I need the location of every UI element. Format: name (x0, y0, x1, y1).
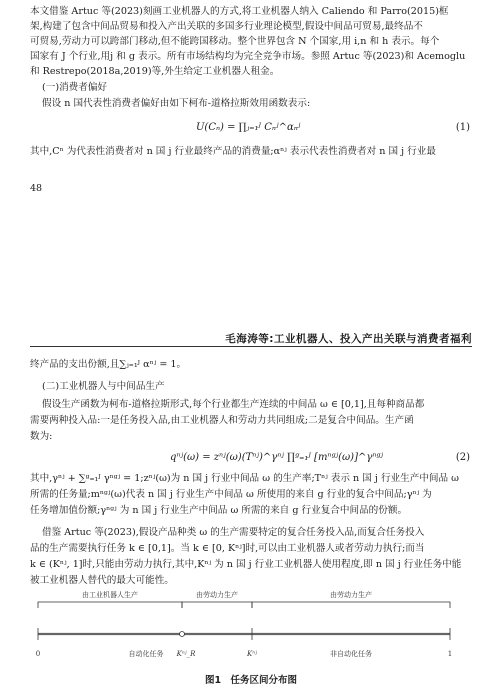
axis-label-zero: 0 (35, 650, 41, 658)
equation-number: (2) (455, 452, 470, 463)
body-line: 本文借鉴 Artuc 等(2023)刻画工业机器人的方式,将工业机器人纳入 Caliendo 和 Parro(2015)框 (30, 6, 449, 17)
label-labor-production: 由劳动力生产 (330, 591, 372, 599)
body-line: 被工业机器人替代的最大可能性。 (30, 575, 174, 586)
axis-marker-kr (180, 632, 185, 637)
body-line: 数为: (30, 431, 53, 442)
equation-2: qⁿʲ(ω) = zⁿʲ(ω)(Tⁿʲ)^γⁿʲ ∏ᵍ₌₁ᴶ [mⁿᵍʲ(ω)]^γⁿᵍʲ (170, 452, 384, 463)
page-gap (0, 205, 502, 300)
figure-caption: 图1 任务区间分布图 (204, 675, 298, 686)
label-robot-production: 由工业机器人生产 (82, 591, 138, 599)
body-line: 借鉴 Artuc 等(2023),假设产品种类 ω 的生产需要特定的复合任务投入品,而复合任务投入 (42, 527, 425, 538)
body-line: 可贸易,劳动力可以跨部门移动,但不能跨国移动。整个世界包含 N 个国家,用 i,n 和 h 表示。每个 (30, 36, 440, 47)
label-non-automation-task: 非自动化任务 (330, 650, 372, 658)
axis-label-one: 1 (447, 650, 453, 658)
section-heading: (一)消费者偏好 (42, 82, 108, 93)
running-header: 毛海涛等:工业机器人、投入产出关联与消费者福利 (225, 333, 472, 345)
section-heading: (二)工业机器人与中间品生产 (42, 381, 165, 392)
task-interval-figure (30, 586, 476, 666)
body-line: 所需的任务量;mⁿᵍʲ(ω)代表 n 国 j 行业生产中间品 ω 所使用的来自 g 行业的复合中间品;γⁿʲ 为 (30, 489, 432, 500)
bracket-labor-2 (252, 602, 450, 608)
body-line: 其中,γⁿʲ + ∑ᵍ₌₁ᴶ γⁿᵍʲ = 1;zⁿʲ(ω)为 n 国 j 行业中间品 ω 的生产率;Tⁿʲ 表示 n 国 j 行业生产中间品 ω (30, 473, 459, 484)
equation-1: U(Cₙ) = ∏ⱼ₌₁ᴶ Cₙʲ^αₙʲ (196, 122, 301, 133)
label-labor-production: 由劳动力生产 (196, 591, 238, 599)
body-line: k ∈ (Kⁿʲ, 1]时,只能由劳动力执行,其中,Kⁿʲ 为 n 国 j 行业工业机器人使用程度,即 n 国 j 行业任务中能 (30, 559, 462, 570)
body-line: 和 Restrepo(2018a,2019)等,外生给定工业机器人租金。 (30, 66, 280, 77)
body-line: 假设 n 国代表性消费者偏好由如下柯布-道格拉斯效用函数表示: (42, 98, 311, 109)
label-k-r: Kⁿʲ_R (176, 650, 196, 658)
header-rule (30, 346, 472, 347)
body-line: 任务增加值份额;γⁿᵍʲ 为 n 国 j 行业生产中间品 ω 所需的来自 g 行业复合中间品的份额。 (30, 505, 408, 516)
page-top (0, 0, 502, 205)
label-automation-task: 自动化任务 (128, 650, 164, 658)
bracket-robot (38, 602, 182, 608)
body-line: 终产品的支出份额,且∑ⱼ₌₁ᴶ αⁿʲ = 1。 (30, 359, 187, 370)
body-line: 其中,Cⁿ 为代表性消费者对 n 国 j 行业最终产品的消费量;αⁿʲ 表示代表性消费者对 n 国 j 行业最 (30, 146, 436, 157)
body-line: 假设生产函数为柯布-道格拉斯形式,每个行业都生产连续的中间品 ω ∈ [0,1],且每种商品都 (42, 399, 425, 410)
body-line: 国家有 J 个行业,用j 和 g 表示。所有市场结构均为完全竞争市场。参照 Artuc 等(2023)和 Acemoglu (30, 51, 466, 62)
bracket-labor-1 (182, 602, 252, 608)
body-line: 品的生产需要执行任务 k ∈ [0,1]。当 k ∈ [0, Kⁿʲ]时,可以由工业机器人或者劳动力执行;而当 (30, 543, 425, 554)
body-line: 需要两种投入品:一是任务投入品,由工业机器人和劳动力共同组成;二是复合中间品。生产函 (30, 415, 414, 426)
body-line: 架,构建了包含中间品贸易和投入产出关联的多国多行业理论模型,假设中间品可贸易,最终品不 (30, 21, 423, 32)
page-number: 48 (30, 183, 43, 194)
label-k: Kⁿʲ (247, 650, 257, 658)
equation-number: (1) (455, 122, 470, 133)
